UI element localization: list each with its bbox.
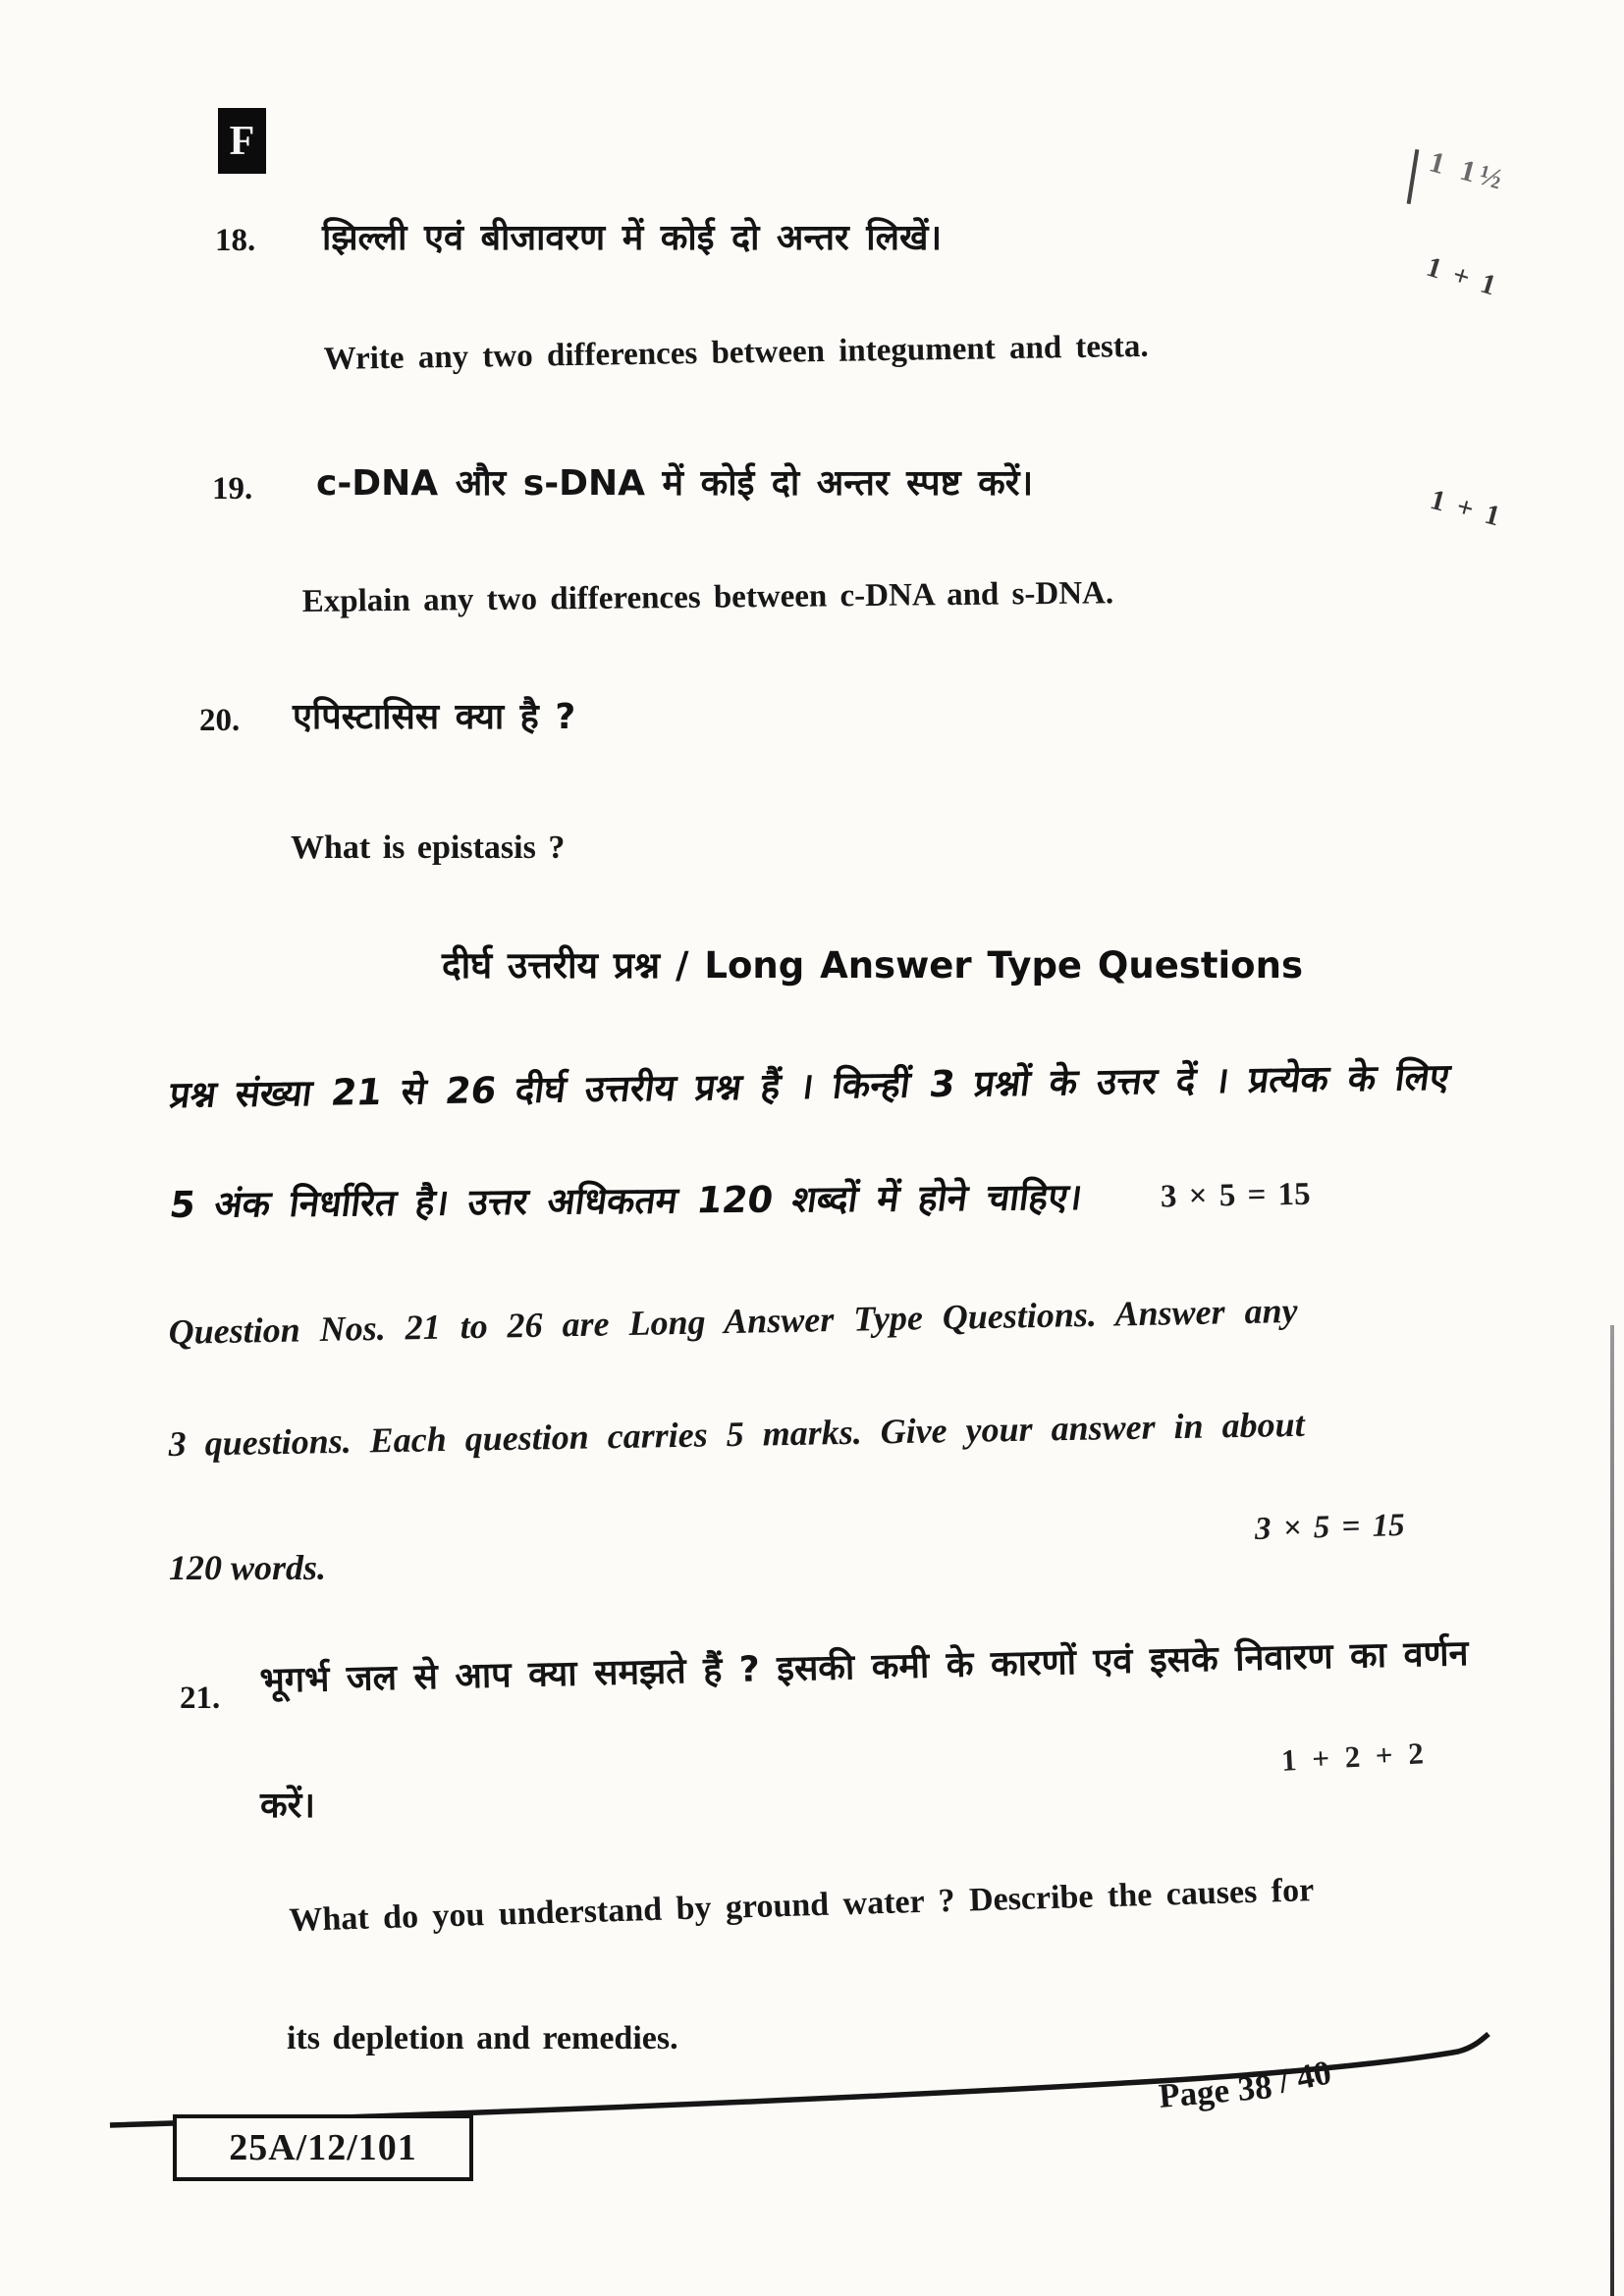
q18-marks: 1 + 1 — [1423, 250, 1503, 303]
section-marks-hindi: 3 × 5 = 15 — [1160, 1176, 1311, 1215]
q21-number: 21. — [180, 1681, 221, 1716]
instruction-hindi-line2: 5 अंक निर्धारित है। उत्तर अधिकतम 120 शब्दों में होने चाहिए। — [167, 1175, 1085, 1226]
q18-text-english: Write any two differences between integument and testa. — [323, 328, 1149, 378]
paper-code: 25A/12/101 — [229, 2127, 417, 2168]
instruction-english-line2: 3 questions. Each question carries 5 marks. Give your answer in about — [168, 1404, 1305, 1465]
q18-text-hindi: झिल्ली एवं बीजावरण में कोई दो अन्तर लिखें। — [322, 218, 943, 258]
instruction-hindi-line1: प्रश्न संख्या 21 से 26 दीर्घ उत्तरीय प्रश्न हैं । किन्हीं 3 प्रश्नों के उत्तर दें । प्रत्येक के लिए — [167, 1055, 1453, 1116]
q21-text-hindi-line1: भूगर्भ जल से आप क्या समझते हैं ? इसकी कमी के कारणों एवं इसके निवारण का वर्णन — [259, 1633, 1469, 1702]
q20-text-english: What is epistasis ? — [291, 829, 566, 866]
q21-text-english-line1: What do you understand by ground water ? Describe the causes for — [288, 1872, 1315, 1940]
q21-text-english-line2: its depletion and remedies. — [287, 2020, 678, 2056]
q21-text-hindi-line2: करें। — [260, 1786, 316, 1826]
page-number-total: / 40 — [1275, 2053, 1335, 2101]
stray-pen-stroke — [1407, 149, 1420, 204]
q19-text-english: Explain any two differences between c-DNA and s-DNA. — [301, 575, 1114, 620]
q20-number: 20. — [199, 703, 241, 738]
paper-code-box — [173, 2114, 473, 2181]
scan-edge-line — [1610, 1325, 1614, 2296]
section-heading: दीर्घ उत्तरीय प्रश्न / Long Answer Type Questions — [442, 944, 1303, 987]
q19-marks: 1 + 1 — [1427, 483, 1507, 534]
series-label-box — [218, 108, 266, 174]
instruction-english-line3: 120 words. — [169, 1548, 327, 1587]
q19-number: 19. — [212, 471, 253, 507]
series-label: F — [229, 118, 255, 164]
stray-mark-top: 1 1½ — [1426, 145, 1511, 197]
q19-text-hindi: c-DNA और s-DNA में कोई दो अन्तर स्पष्ट करें। — [316, 463, 1034, 504]
page-number-main: Page 38 — [1157, 2067, 1274, 2116]
section-marks-english: 3 × 5 = 15 — [1254, 1508, 1406, 1547]
q20-text-hindi: एपिस्टासिस क्या है ? — [293, 697, 576, 737]
q18-number: 18. — [215, 223, 256, 258]
q21-marks: 1 + 2 + 2 — [1280, 1735, 1429, 1778]
instruction-english-line1: Question Nos. 21 to 26 are Long Answer Type Questions. Answer any — [168, 1290, 1298, 1353]
